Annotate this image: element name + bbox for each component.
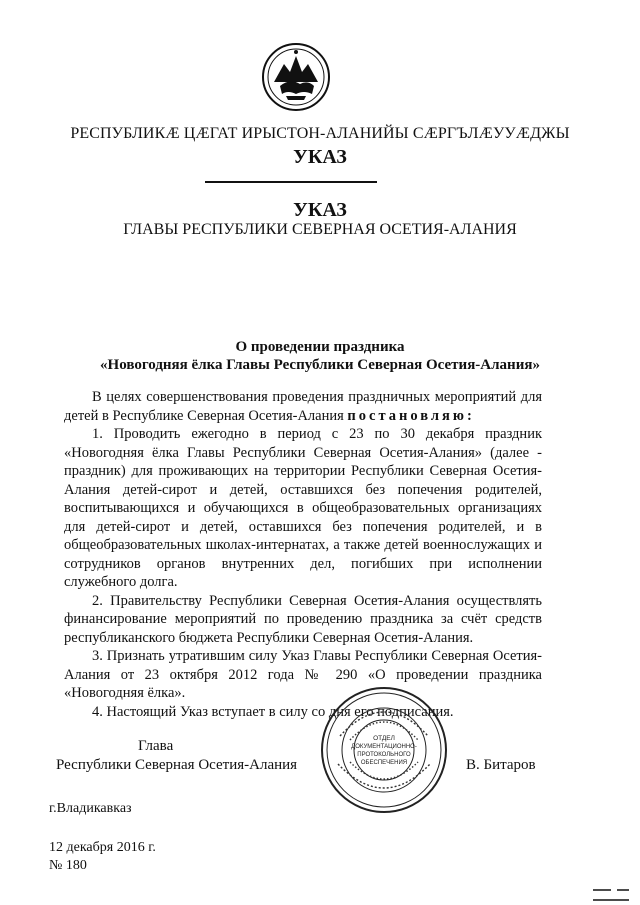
decree-title-line1: О проведении праздника bbox=[235, 339, 405, 355]
decree-body bbox=[64, 388, 542, 721]
paragraph-1: 1. Проводить ежегодно в период с 23 по 30 декабря праздник «Новогодняя ёлка Главы Республики Северная Осетия-Алания» (далее - праздник) для проживающих на территории Республики Северная Осетия-Алания детей-сирот и детей, оставшихся без попечения родителей, воспитывающихся и обучающихся в общеобразовательных организациях для детей-сирот и детей, оставшихся без попечения родителей, и в общеобразовательных школах-интернатах, а также детей военнослужащих и сотрудников органов внутренних дел, погибших при исполнении служебного долга. bbox=[64, 426, 542, 590]
intro-paragraph bbox=[64, 388, 542, 425]
signatory-role-line1: Глава bbox=[138, 738, 174, 754]
stamp-line-1: ОТДЕЛ bbox=[373, 735, 395, 742]
decree-title-line2: «Новогодняя ёлка Главы Республики Северная Осетия-Алания» bbox=[100, 357, 540, 373]
republic-title-ossetian: РЕСПУБЛИКӔ ЦӔГАТ ИРЫСТОН-АЛАНИЙЫ СӔРГЪЛӔУУӔДЖЫ bbox=[70, 125, 570, 142]
paragraph-2: 2. Правительству Республики Северная Осетия-Алания осуществлять финансирование мероприятий по проведению праздника за счёт средств республиканского бюджета Республики Северная Осетия-Алания. bbox=[64, 592, 542, 646]
stamp-line-2: ДОКУМЕНТАЦИОННО- bbox=[351, 744, 417, 750]
signatory-name: В. Битаров bbox=[466, 757, 536, 773]
ukaz-heading-ossetian: УКАЗ bbox=[293, 146, 347, 168]
official-seal-stamp bbox=[320, 686, 448, 814]
intro-text: В целях совершенствования проведения праздничных мероприятий для детей в Республике Северная Осетия-Алания bbox=[64, 389, 542, 424]
header-divider bbox=[205, 181, 377, 183]
paragraph-4: 4. Настоящий Указ вступает в силу со дня его подписания. bbox=[92, 703, 454, 720]
decree-keyword: постановляю: bbox=[347, 407, 475, 424]
paragraph-3: 3. Признать утратившим силу Указ Главы Республики Северная Осетия-Алания от 23 октября 2012 года № 290 «О проведении праздника «Новогодняя ёлка». bbox=[64, 648, 542, 701]
ukaz-heading-russian: УКАЗ bbox=[293, 199, 347, 221]
signatory-role-line2: Республики Северная Осетия-Алания bbox=[56, 757, 298, 773]
head-title-russian: ГЛАВЫ РЕСПУБЛИКИ СЕВЕРНАЯ ОСЕТИЯ-АЛАНИЯ bbox=[123, 221, 517, 238]
corner-marks bbox=[591, 886, 631, 904]
stamp-line-3: ПРОТОКОЛЬНОГО bbox=[357, 752, 411, 758]
coat-of-arms-icon bbox=[260, 42, 332, 112]
decree-number: № 180 bbox=[49, 858, 87, 873]
decree-date: 12 декабря 2016 г. bbox=[49, 840, 156, 855]
city-name: г.Владикавказ bbox=[49, 801, 132, 816]
stamp-line-4: ОБЕСПЕЧЕНИЯ bbox=[360, 760, 408, 766]
